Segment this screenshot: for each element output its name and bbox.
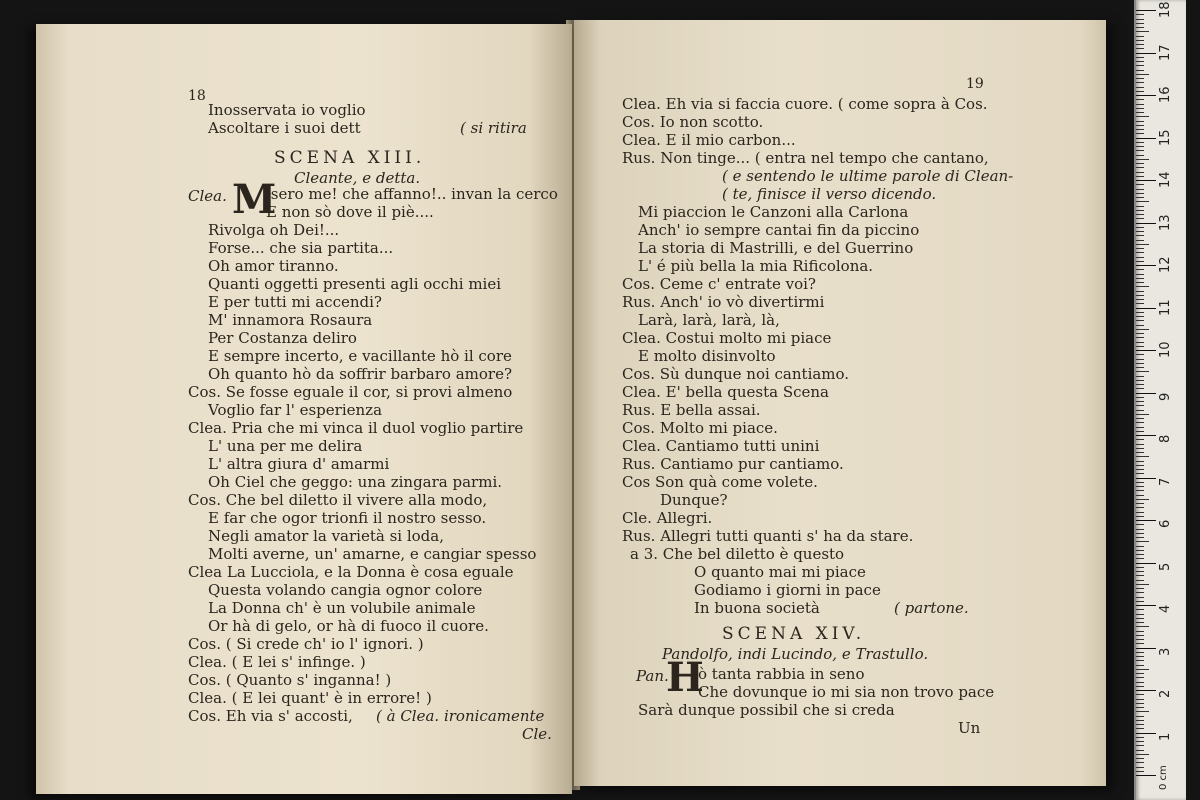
ruler-tick <box>1136 104 1144 105</box>
text-line: Mi piaccion le Canzoni alla Carlona <box>638 203 909 221</box>
ruler-tick <box>1136 367 1144 368</box>
ruler-tick <box>1136 401 1144 402</box>
ruler-tick <box>1136 218 1144 219</box>
ruler-tick <box>1136 19 1144 20</box>
text-line: Clea. Pria che mi vinca il duol voglio partire <box>188 419 524 437</box>
text-line: Forse... che sia partita... <box>208 239 394 257</box>
ruler-tick <box>1136 176 1144 177</box>
ruler-tick <box>1136 316 1144 317</box>
text-line: E per tutti mi accendi? <box>208 293 382 311</box>
ruler-tick <box>1136 741 1144 742</box>
ruler-tick <box>1136 87 1144 88</box>
ruler-tick <box>1136 716 1144 717</box>
ruler-tick <box>1136 342 1144 343</box>
ruler-unit-label: 0 cm <box>1158 765 1169 790</box>
ruler-tick <box>1136 235 1144 236</box>
text-line: Voglio far l' esperienza <box>208 401 383 419</box>
ruler-tick <box>1136 325 1144 326</box>
ruler-tick <box>1136 771 1144 772</box>
ruler-cm-label: 13 <box>1158 213 1173 231</box>
ruler-tick <box>1136 333 1144 334</box>
ruler-tick <box>1136 214 1144 215</box>
text-line: Che dovunque io mi sia non trovo pace <box>698 683 995 701</box>
text-line: Questa volando cangia ognor colore <box>208 581 483 599</box>
ruler-cm-label: 16 <box>1158 86 1173 103</box>
stage-direction: ( te, finisce il verso dicendo. <box>722 185 937 203</box>
text-line: Clea. E il mio carbon... <box>622 131 796 149</box>
ruler-tick <box>1136 14 1144 15</box>
ruler-tick <box>1136 155 1144 156</box>
text-line: Cos. Ceme c' entrate voi? <box>622 275 816 293</box>
ruler-tick <box>1136 265 1156 266</box>
ruler-cm-label: 3 <box>1158 647 1173 656</box>
ruler-tick <box>1136 193 1144 194</box>
ruler-tick <box>1136 707 1144 708</box>
ruler-tick <box>1136 745 1144 746</box>
ruler-tick <box>1136 346 1144 347</box>
ruler-tick <box>1136 682 1144 683</box>
ruler-tick <box>1136 210 1144 211</box>
ruler-tick <box>1136 694 1144 695</box>
ruler-tick <box>1136 750 1144 751</box>
text-line: Oh amor tiranno. <box>208 257 339 275</box>
ruler-tick <box>1136 261 1144 262</box>
ruler-tick <box>1136 677 1144 678</box>
ruler-tick <box>1136 431 1144 432</box>
ruler-tick <box>1136 108 1144 109</box>
ruler-tick <box>1136 159 1149 160</box>
ruler-cm-label: 14 <box>1158 171 1173 188</box>
text-line: Oh Ciel che geggo: una zingara parmi. <box>208 473 503 491</box>
ruler-tick <box>1136 278 1144 279</box>
ruler-tick <box>1136 558 1144 559</box>
ruler-tick <box>1136 541 1149 542</box>
ruler-tick <box>1136 172 1144 173</box>
text-line: L' altra giura d' amarmi <box>208 455 390 473</box>
ruler-cm-label: 6 <box>1158 519 1173 528</box>
character-list: Cleante, e detta. <box>294 169 421 187</box>
ruler-tick <box>1136 563 1156 564</box>
stage-direction: ( si ritira <box>460 119 527 137</box>
ruler-tick <box>1136 48 1144 49</box>
ruler-tick <box>1136 575 1144 576</box>
ruler-tick <box>1136 40 1144 41</box>
ruler-tick <box>1136 248 1144 249</box>
text-line: Cos. Che bel diletto il vivere alla modo, <box>188 491 488 509</box>
open-book <box>26 14 1112 794</box>
ruler-tick <box>1136 507 1144 508</box>
ruler-cm-label: 5 <box>1158 562 1173 571</box>
ruler-tick <box>1136 274 1144 275</box>
ruler-tick <box>1136 337 1144 338</box>
catchword: Un <box>958 719 981 737</box>
ruler-tick <box>1136 329 1149 330</box>
text-line: Rus. Anch' io vò divertirmi <box>622 293 825 311</box>
text-line: ò tanta rabbia in seno <box>698 665 865 683</box>
ruler-tick <box>1136 520 1156 521</box>
ruler-tick <box>1136 244 1149 245</box>
text-line: Ascoltare i suoi dett <box>208 119 361 137</box>
text-line: M' innamora Rosaura <box>208 311 373 329</box>
ruler-tick <box>1136 116 1149 117</box>
ruler-tick <box>1136 448 1144 449</box>
text-line: Cos. Se fosse eguale il cor, si provi almeno <box>188 383 513 401</box>
ruler-tick <box>1136 384 1144 385</box>
text-line: Molti averne, un' amarne, e cangiar spesso <box>208 545 537 563</box>
ruler-tick <box>1136 605 1156 606</box>
text-line: E molto disinvolto <box>638 347 776 365</box>
ruler-tick <box>1136 482 1144 483</box>
ruler-tick <box>1136 363 1144 364</box>
ruler-tick <box>1136 435 1156 436</box>
ruler-tick <box>1136 57 1144 58</box>
ruler-tick <box>1136 350 1156 351</box>
text-line: isero me! che affanno!.. invan la cerco <box>266 185 558 203</box>
ruler-tick <box>1136 78 1144 79</box>
ruler-tick <box>1136 537 1144 538</box>
ruler-tick <box>1136 410 1144 411</box>
ruler-tick <box>1136 206 1144 207</box>
ruler-cm-label: 8 <box>1158 434 1173 443</box>
ruler-tick <box>1136 461 1144 462</box>
ruler-cm-label: 2 <box>1158 689 1173 698</box>
page-number: 19 <box>966 76 984 92</box>
text-line: Cos Son quà come volete. <box>622 473 818 491</box>
ruler-tick <box>1136 580 1144 581</box>
ruler-tick <box>1136 286 1149 287</box>
ruler-cm-label: 17 <box>1158 43 1173 61</box>
ruler-cm-label: 11 <box>1158 298 1173 316</box>
text-line: Clea La Lucciola, e la Donna è cosa eguale <box>188 563 514 581</box>
ruler-tick <box>1136 609 1144 610</box>
ruler-tick <box>1136 767 1144 768</box>
ruler-tick <box>1136 61 1144 62</box>
right-page <box>574 20 1106 786</box>
text-line: Anch' io sempre cantai fin da piccino <box>638 221 920 239</box>
ruler-tick <box>1136 201 1149 202</box>
text-line: Per Costanza deliro <box>208 329 357 347</box>
ruler-tick <box>1136 758 1144 759</box>
ruler-tick <box>1136 503 1144 504</box>
ruler-tick <box>1136 240 1144 241</box>
text-line: E sempre incerto, e vacillante hò il core <box>208 347 512 365</box>
ruler-tick <box>1136 142 1144 143</box>
left-page <box>36 24 572 794</box>
ruler-tick <box>1136 427 1144 428</box>
ruler-tick <box>1136 303 1144 304</box>
ruler-tick <box>1136 10 1156 11</box>
ruler-tick <box>1136 112 1144 113</box>
ruler-tick <box>1136 490 1144 491</box>
ruler-tick <box>1136 690 1156 691</box>
text-line: a 3. Che bel diletto è questo <box>630 545 845 563</box>
ruler-tick <box>1136 129 1144 130</box>
text-line: La Donna ch' è un volubile animale <box>208 599 476 617</box>
ruler-tick <box>1136 614 1144 615</box>
ruler-tick <box>1136 639 1144 640</box>
ruler-tick <box>1136 376 1144 377</box>
ruler-tick <box>1136 592 1144 593</box>
ruler-tick <box>1136 524 1144 525</box>
text-line: Cos. ( Si crede ch' io l' ignori. ) <box>188 635 424 653</box>
ruler-tick <box>1136 588 1144 589</box>
text-line: Cle. Allegri. <box>622 509 713 527</box>
ruler-tick <box>1136 665 1144 666</box>
text-line: Oh quanto hò da soffrir barbaro amore? <box>208 365 512 383</box>
ruler-tick <box>1136 95 1156 96</box>
ruler-tick <box>1136 227 1144 228</box>
ruler-tick <box>1136 184 1144 185</box>
ruler-tick <box>1136 133 1144 134</box>
ruler-tick <box>1136 643 1144 644</box>
text-line: Clea. E' bella questa Scena <box>622 383 829 401</box>
drop-cap: H <box>666 654 704 701</box>
ruler-tick <box>1136 121 1144 122</box>
text-line: Clea. ( E lei s' infinge. ) <box>188 653 366 671</box>
ruler-tick <box>1136 486 1144 487</box>
text-line: L' é più bella la mia Rificolona. <box>638 257 874 275</box>
ruler-tick <box>1136 354 1144 355</box>
ruler-tick <box>1136 53 1156 54</box>
ruler-tick <box>1136 44 1144 45</box>
ruler-tick <box>1136 473 1144 474</box>
ruler-tick <box>1136 388 1144 389</box>
text-line: Rus. Allegri tutti quanti s' ha da stare. <box>622 527 914 545</box>
ruler-tick <box>1136 584 1149 585</box>
ruler-tick <box>1136 465 1144 466</box>
ruler-tick <box>1136 180 1156 181</box>
ruler-tick <box>1136 414 1149 415</box>
text-line: Clea. Cantiamo tutti unini <box>622 437 820 455</box>
ruler-tick <box>1136 223 1156 224</box>
text-line: Dunque? <box>660 491 728 509</box>
ruler-tick <box>1136 733 1156 734</box>
ruler-tick <box>1136 65 1144 66</box>
ruler-tick <box>1136 478 1156 479</box>
ruler-tick <box>1136 775 1156 776</box>
ruler-tick <box>1136 70 1144 71</box>
ruler-tick <box>1136 312 1144 313</box>
ruler-tick <box>1136 138 1156 139</box>
ruler-tick <box>1136 380 1144 381</box>
stage-direction: ( e sentendo le ultime parole di Clean- <box>722 167 1014 185</box>
ruler-tick <box>1136 444 1144 445</box>
ruler-tick <box>1136 762 1144 763</box>
ruler-tick <box>1136 405 1144 406</box>
ruler-tick <box>1136 724 1144 725</box>
text-line: Clea. ( E lei quant' è in errore! ) <box>188 689 432 707</box>
ruler-tick <box>1136 359 1144 360</box>
ruler-tick <box>1136 533 1144 534</box>
ruler-tick <box>1136 27 1144 28</box>
ruler-tick <box>1136 397 1144 398</box>
ruler-tick <box>1136 299 1144 300</box>
ruler-tick <box>1136 512 1144 513</box>
text-line: Rus. E bella assai. <box>622 401 761 419</box>
ruler-tick <box>1136 754 1149 755</box>
ruler-tick <box>1136 269 1144 270</box>
ruler-tick <box>1136 635 1144 636</box>
ruler-tick <box>1136 648 1156 649</box>
ruler-tick <box>1136 189 1144 190</box>
ruler-tick <box>1136 703 1144 704</box>
ruler-cm-label: 7 <box>1158 477 1173 486</box>
ruler-tick <box>1136 418 1144 419</box>
ruler-tick <box>1136 669 1149 670</box>
ruler-tick <box>1136 737 1144 738</box>
text-line: Godiamo i giorni in pace <box>694 581 881 599</box>
text-line: Cos. Eh via s' accosti, <box>188 707 353 725</box>
text-line: In buona società <box>694 599 820 617</box>
text-line: Or hà di gelo, or hà di fuoco il cuore. <box>208 617 489 635</box>
ruler-tick <box>1136 146 1144 147</box>
ruler-cm-label: 9 <box>1158 392 1173 401</box>
ruler-cm-label: 10 <box>1158 341 1173 358</box>
ruler-tick <box>1136 601 1144 602</box>
text-line: Inosservata io voglio <box>208 101 366 119</box>
text-line: Cos. Io non scotto. <box>622 113 764 131</box>
ruler-cm-label: 12 <box>1158 256 1173 273</box>
ruler-tick <box>1136 495 1144 496</box>
character-list: Pandolfo, indi Lucindo, e Trastullo. <box>662 645 929 663</box>
ruler-tick <box>1136 469 1144 470</box>
ruler-cm-label: 18 <box>1158 1 1173 18</box>
ruler-tick <box>1136 622 1144 623</box>
ruler-tick <box>1136 618 1144 619</box>
ruler-tick <box>1136 529 1144 530</box>
ruler-tick <box>1136 320 1144 321</box>
ruler-tick <box>1136 631 1144 632</box>
ruler-tick <box>1136 99 1144 100</box>
text-line: Cos. ( Quanto s' inganna! ) <box>188 671 392 689</box>
ruler-tick <box>1136 439 1144 440</box>
stage-direction: ( partone. <box>894 599 969 617</box>
ruler-tick <box>1136 393 1156 394</box>
ruler-tick <box>1136 295 1144 296</box>
ruler-cm-label: 15 <box>1158 128 1173 146</box>
ruler-tick <box>1136 31 1149 32</box>
ruler-tick <box>1136 686 1144 687</box>
ruler-tick <box>1136 257 1144 258</box>
text-line: Rus. Cantiamo pur cantiamo. <box>622 455 844 473</box>
ruler-tick <box>1136 711 1149 712</box>
text-line: Quanti oggetti presenti agli occhi miei <box>208 275 502 293</box>
ruler-cm-label: 4 <box>1158 604 1173 613</box>
ruler-tick <box>1136 91 1144 92</box>
ruler-tick <box>1136 652 1144 653</box>
text-line: Sarà dunque possibil che si creda <box>638 701 895 719</box>
ruler-tick <box>1136 23 1144 24</box>
ruler-tick <box>1136 291 1144 292</box>
text-line: Negli amator la varietà si loda, <box>208 527 444 545</box>
text-line: Larà, larà, larà, là, <box>638 311 780 329</box>
ruler-tick <box>1136 452 1144 453</box>
scene-title: SCENA XIII. <box>274 148 426 168</box>
ruler-tick <box>1136 660 1144 661</box>
ruler-tick <box>1136 231 1144 232</box>
ruler-tick <box>1136 125 1144 126</box>
ruler-tick <box>1136 550 1144 551</box>
ruler-tick <box>1136 163 1144 164</box>
text-line: La storia di Mastrilli, e del Guerrino <box>638 239 914 257</box>
ruler-tick <box>1136 626 1149 627</box>
ruler-tick <box>1136 74 1149 75</box>
ruler-tick <box>1136 720 1144 721</box>
text-line: Cos. Molto mi piace. <box>622 419 778 437</box>
page-number: 18 <box>188 88 206 104</box>
speaker-label: Clea. <box>188 187 227 205</box>
ruler-tick <box>1136 554 1144 555</box>
ruler-tick <box>1136 499 1149 500</box>
text-line: Clea. Costui molto mi piace <box>622 329 832 347</box>
ruler-tick <box>1136 197 1144 198</box>
ruler-tick <box>1136 36 1144 37</box>
ruler-tick <box>1136 567 1144 568</box>
text-line: Rivolga oh Dei!... <box>208 221 340 239</box>
ruler-tick <box>1136 82 1144 83</box>
ruler-tick <box>1136 282 1144 283</box>
ruler-cm-label: 1 <box>1158 732 1173 741</box>
ruler-tick <box>1136 699 1144 700</box>
text-line: L' una per me delira <box>208 437 363 455</box>
catchword: Cle. <box>522 725 552 743</box>
drop-cap: M <box>232 176 277 223</box>
text-line: E non sò dove il piè.... <box>266 203 434 221</box>
ruler-tick <box>1136 308 1156 309</box>
measuring-ruler <box>1134 0 1186 800</box>
ruler-tick <box>1136 571 1144 572</box>
ruler-tick <box>1136 656 1144 657</box>
ruler-tick <box>1136 546 1144 547</box>
text-line: O quanto mai mi piace <box>694 563 866 581</box>
ruler-tick <box>1136 422 1144 423</box>
ruler-tick <box>1136 728 1144 729</box>
text-line: Rus. Non tinge... ( entra nel tempo che cantano, <box>622 149 989 167</box>
ruler-tick <box>1136 167 1144 168</box>
ruler-tick <box>1136 673 1144 674</box>
ruler-tick <box>1136 516 1144 517</box>
speaker-label: Pan. <box>636 667 669 685</box>
ruler-tick <box>1136 252 1144 253</box>
text-line: Clea. Eh via si faccia cuore. ( come sopra à Cos. <box>622 95 988 113</box>
ruler-tick <box>1136 456 1149 457</box>
scene-title: SCENA XIV. <box>722 624 866 644</box>
text-line: Cos. Sù dunque noi cantiamo. <box>622 365 850 383</box>
text-line: E far che ogor trionfi il nostro sesso. <box>208 509 487 527</box>
stage-direction: ( à Clea. ironicamente <box>376 707 545 725</box>
ruler-tick <box>1136 150 1144 151</box>
ruler-tick <box>1136 371 1149 372</box>
ruler-tick <box>1136 597 1144 598</box>
